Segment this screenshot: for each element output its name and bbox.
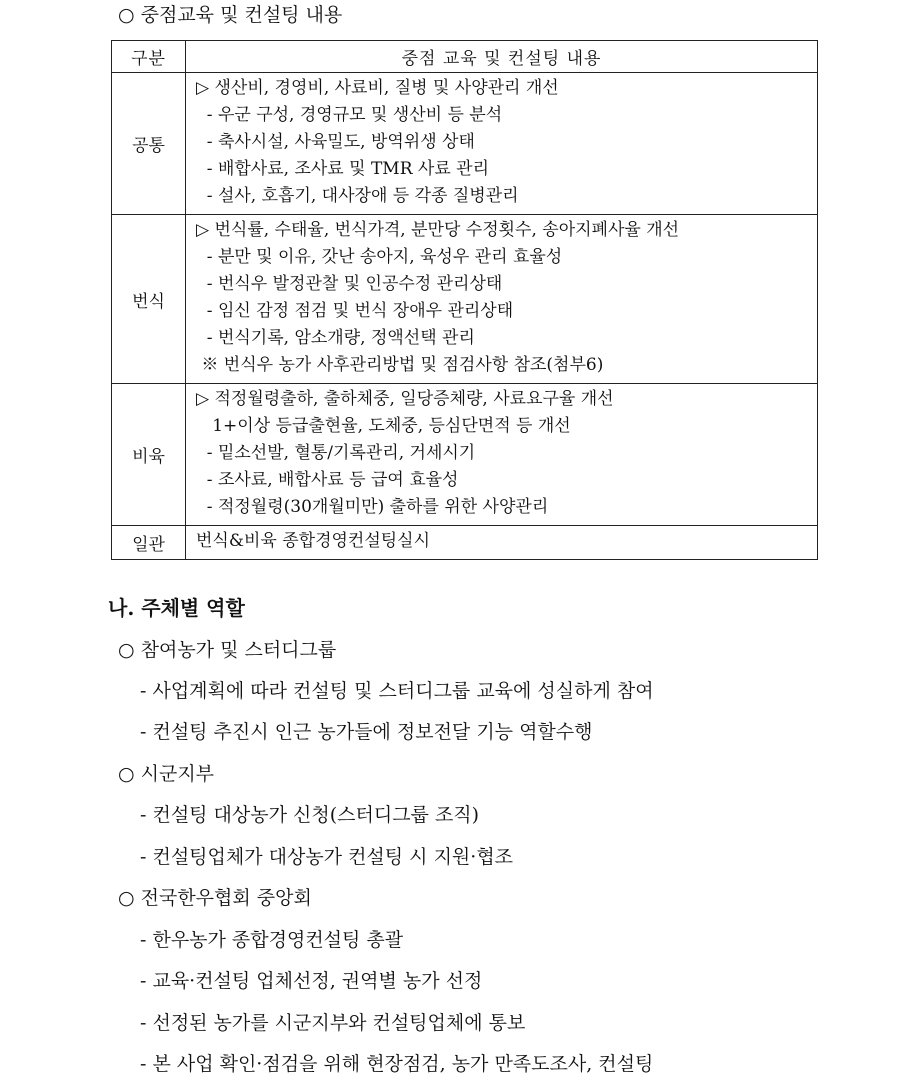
- group-item: - 본 사업 확인·점검을 위해 현장점검, 농가 만족도조사, 컨설팅: [140, 1053, 654, 1075]
- content-line: - 설사, 호흡기, 대사장애 등 각종 질병관리: [196, 186, 519, 206]
- row-content: [186, 215, 818, 384]
- content-line: 1+이상 등급출현율, 도체중, 등심단면적 등 개선: [196, 416, 571, 436]
- top-bullet: ○ 중점교육 및 컨설팅 내용: [118, 4, 343, 26]
- content-line: - 우군 구성, 경영규모 및 생산비 등 분석: [196, 105, 503, 125]
- header-category: 구분: [112, 41, 186, 73]
- row-content: [186, 73, 818, 215]
- group-item: - 컨설팅 추진시 인근 농가들에 정보전달 기능 역할수행: [140, 721, 593, 743]
- header-content: 중점 교육 및 컨설팅 내용: [186, 41, 818, 73]
- group-title: ○ 전국한우협회 중앙회: [118, 887, 312, 909]
- group-item: - 교육·컨설팅 업체선정, 권역별 농가 선정: [140, 970, 483, 992]
- group-title: ○ 시군지부: [118, 763, 215, 785]
- group-item: - 한우농가 종합경영컨설팅 총괄: [140, 929, 404, 951]
- group-item: - 컨설팅업체가 대상농가 컨설팅 시 지원·협조: [140, 846, 514, 868]
- row-content: [186, 526, 818, 560]
- content-line: ▷ 적정월령출하, 출하체중, 일당증체량, 사료요구율 개선: [196, 389, 614, 409]
- content-line: ▷ 생산비, 경영비, 사료비, 질병 및 사양관리 개선: [196, 78, 559, 98]
- table-header-row: [112, 41, 818, 73]
- content-line: ※ 번식우 농가 사후관리방법 및 점검사항 참조(첨부6): [196, 355, 604, 375]
- table-row: [112, 526, 818, 560]
- row-category: 공통: [112, 73, 186, 215]
- row-category: 번식: [112, 215, 186, 384]
- consulting-table: [111, 40, 818, 560]
- content-line: - 임신 감정 점검 및 번식 장애우 관리상태: [196, 301, 514, 321]
- section-heading: 나. 주체별 역할: [108, 596, 245, 620]
- content-line: - 번식기록, 암소개량, 정액선택 관리: [196, 328, 475, 348]
- table-row: [112, 73, 818, 215]
- content-line: - 조사료, 배합사료 등 급여 효율성: [196, 470, 459, 490]
- row-content: [186, 384, 818, 526]
- content-line: - 분만 및 이유, 갓난 송아지, 육성우 관리 효율성: [196, 247, 563, 267]
- content-line: - 배합사료, 조사료 및 TMR 사료 관리: [196, 159, 489, 179]
- content-line: - 적정월령(30개월미만) 출하를 위한 사양관리: [196, 497, 549, 517]
- table-row: [112, 215, 818, 384]
- row-category: 비육: [112, 384, 186, 526]
- content-line: 번식&비육 종합경영컨설팅실시: [196, 531, 431, 551]
- content-line: - 축사시설, 사육밀도, 방역위생 상태: [196, 132, 475, 152]
- content-line: - 번식우 발정관찰 및 인공수정 관리상태: [196, 274, 503, 294]
- group-item: - 선정된 농가를 시군지부와 컨설팅업체에 통보: [140, 1012, 526, 1034]
- group-item: - 컨설팅 대상농가 신청(스터디그룹 조직): [140, 804, 480, 826]
- group-item: - 사업계획에 따라 컨설팅 및 스터디그룹 교육에 성실하게 참여: [140, 680, 654, 702]
- table-row: [112, 384, 818, 526]
- content-line: - 밑소선발, 혈통/기록관리, 거세시기: [196, 443, 476, 463]
- content-line: ▷ 번식률, 수태율, 번식가격, 분만당 수정횟수, 송아지폐사율 개선: [196, 220, 680, 240]
- row-category: 일관: [112, 526, 186, 560]
- group-title: ○ 참여농가 및 스터디그룹: [118, 639, 337, 661]
